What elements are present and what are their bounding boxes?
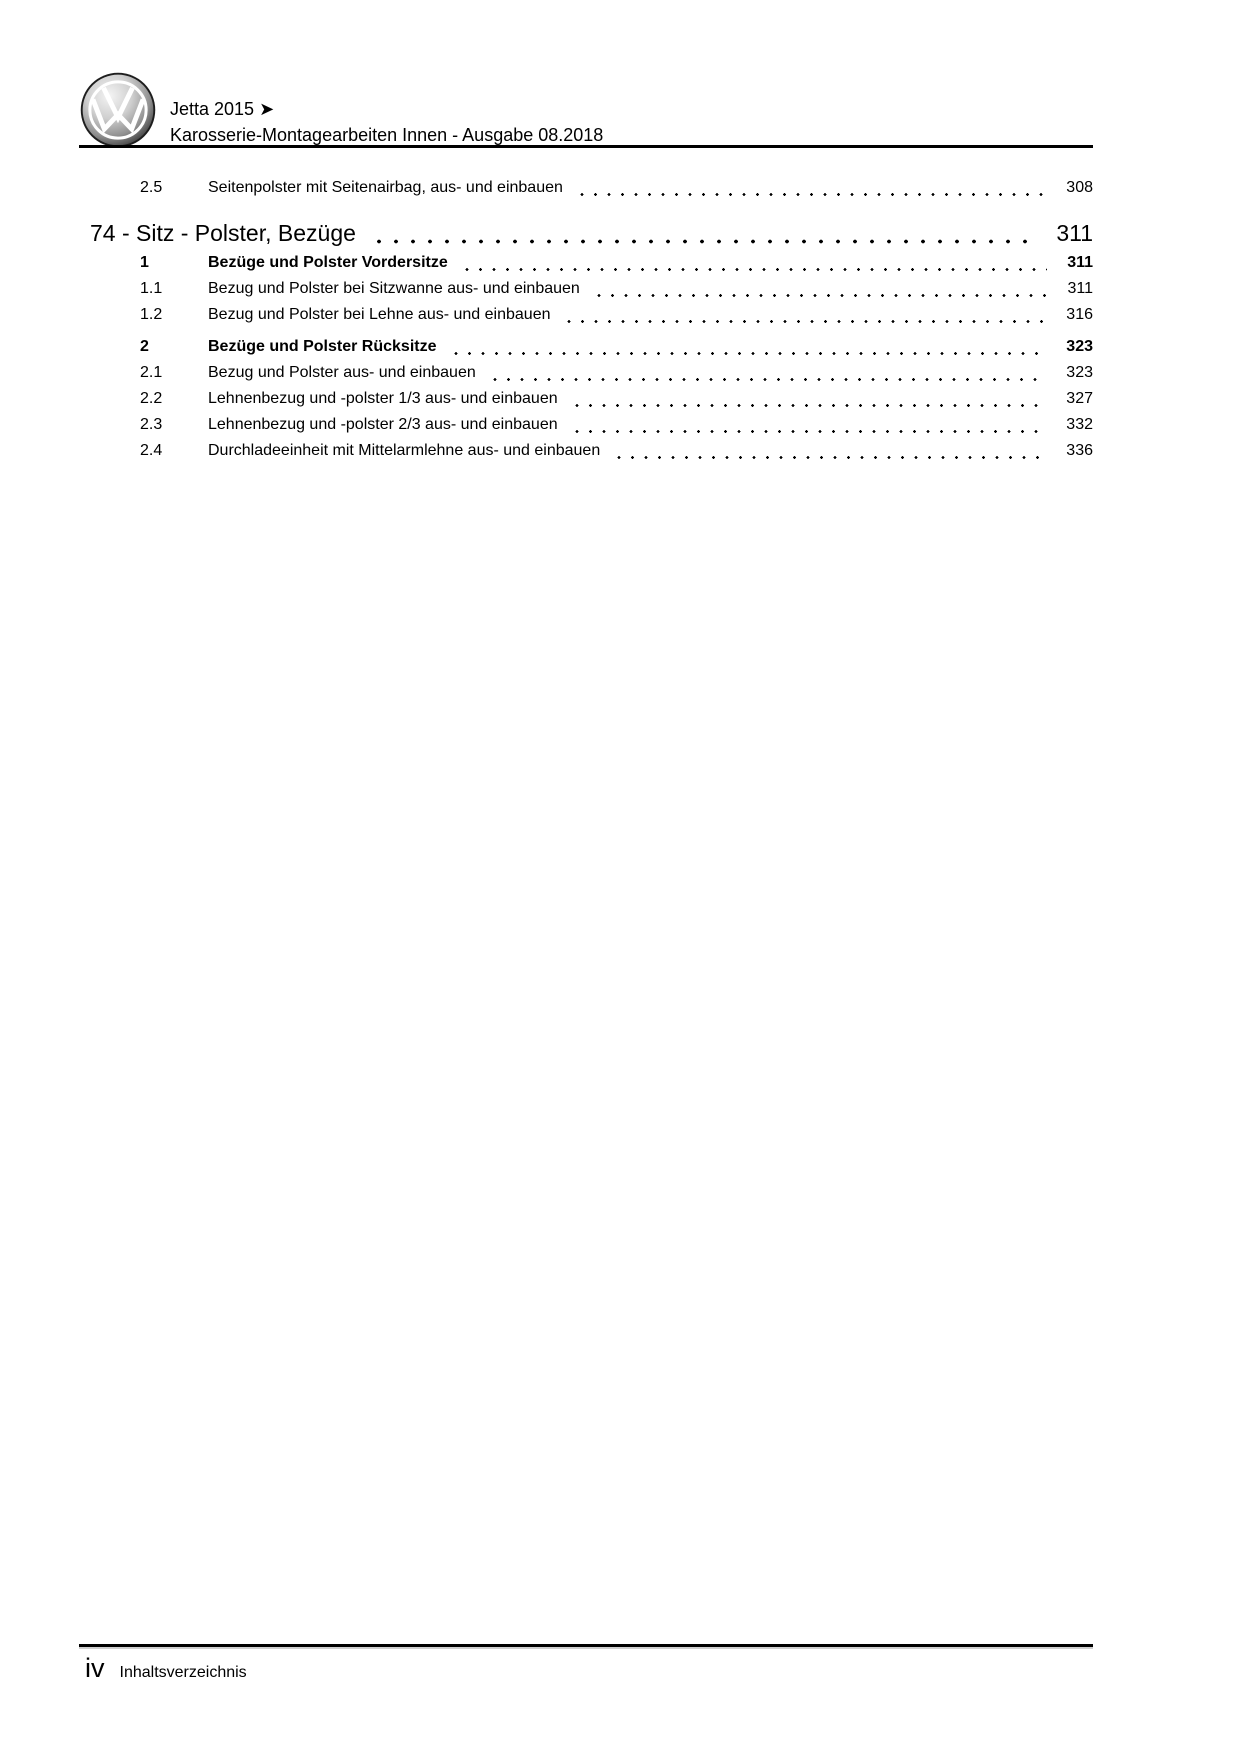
toc-entry: [140, 412, 1093, 438]
header-text-block: [170, 96, 603, 148]
toc-entry-number: 2.1: [140, 364, 163, 381]
toc-entry: [140, 250, 1093, 276]
toc-entry-title: Bezug und Polster bei Sitzwanne aus- und einbauen: [208, 280, 580, 297]
toc-entry-page: 311: [1067, 280, 1093, 297]
toc-entry-title: Bezüge und Polster Vordersitze: [208, 254, 448, 271]
footer-divider: [79, 1644, 1093, 1647]
toc-entry-page: 308: [1066, 179, 1093, 196]
toc-entry: [140, 175, 1093, 201]
footer-text-block: [85, 1651, 247, 1685]
toc-entry-title: Durchladeeinheit mit Mittelarmlehne aus- und einbauen: [208, 442, 601, 459]
page-number-roman: iv: [85, 1653, 105, 1683]
dot-leader: [450, 351, 1048, 356]
document-title: Karosserie-Montagearbeiten Innen - Ausgabe 08.2018: [170, 125, 604, 145]
toc-entry-page: 336: [1066, 442, 1093, 459]
toc-entry: [140, 276, 1093, 302]
toc-entry-number: 2: [140, 338, 149, 355]
dot-leader: [489, 377, 1047, 382]
toc-entry: [140, 360, 1093, 386]
chapter-title: 74 - Sitz - Polster, Bezüge: [90, 220, 356, 246]
toc-entry-number: 2.4: [140, 442, 163, 459]
toc-chapter-heading: [90, 216, 1093, 250]
dot-leader: [576, 192, 1047, 197]
toc-entry-number: 1.2: [140, 306, 163, 323]
toc-entry-title: Seitenpolster mit Seitenairbag, aus- und einbauen: [208, 179, 563, 196]
dot-leader: [613, 455, 1047, 460]
toc-entry-title: Bezüge und Polster Rücksitze: [208, 338, 437, 355]
toc-entry: [140, 386, 1093, 412]
dot-leader: [593, 293, 1047, 298]
dot-leader: [461, 267, 1047, 272]
toc-entry-page: 327: [1066, 390, 1093, 407]
toc-entry-title: Lehnenbezug und -polster 1/3 aus- und einbauen: [208, 390, 558, 407]
toc-entry-number: 2.5: [140, 179, 163, 196]
toc-entry-number: 1.1: [140, 280, 163, 297]
dot-leader: [371, 238, 1033, 245]
dot-leader: [571, 429, 1047, 434]
footer-section-label: Inhaltsverzeichnis: [119, 1664, 247, 1681]
toc-entry-number: 1: [140, 254, 149, 271]
toc-entry-number: 2.3: [140, 416, 163, 433]
toc-entry-page: 316: [1066, 306, 1093, 323]
toc-entry-title: Bezug und Polster bei Lehne aus- und einbauen: [208, 306, 551, 323]
toc-entry: [140, 334, 1093, 360]
toc-entry-title: Lehnenbezug und -polster 2/3 aus- und einbauen: [208, 416, 558, 433]
table-of-contents: [0, 148, 1240, 464]
dot-leader: [563, 319, 1047, 324]
toc-entry-page: 323: [1066, 338, 1093, 355]
toc-entry-page: 323: [1066, 364, 1093, 381]
toc-entry-page: 332: [1066, 416, 1093, 433]
toc-entry-page: 311: [1067, 254, 1093, 271]
chapter-page: 311: [1056, 220, 1093, 246]
dot-leader: [571, 403, 1047, 408]
vw-logo-icon: [79, 72, 157, 148]
toc-entry-title: Bezug und Polster aus- und einbauen: [208, 364, 476, 381]
model-line: Jetta 2015 ➤: [170, 99, 275, 119]
toc-entry: [140, 438, 1093, 464]
toc-entry: [140, 302, 1093, 328]
toc-entry-number: 2.2: [140, 390, 163, 407]
